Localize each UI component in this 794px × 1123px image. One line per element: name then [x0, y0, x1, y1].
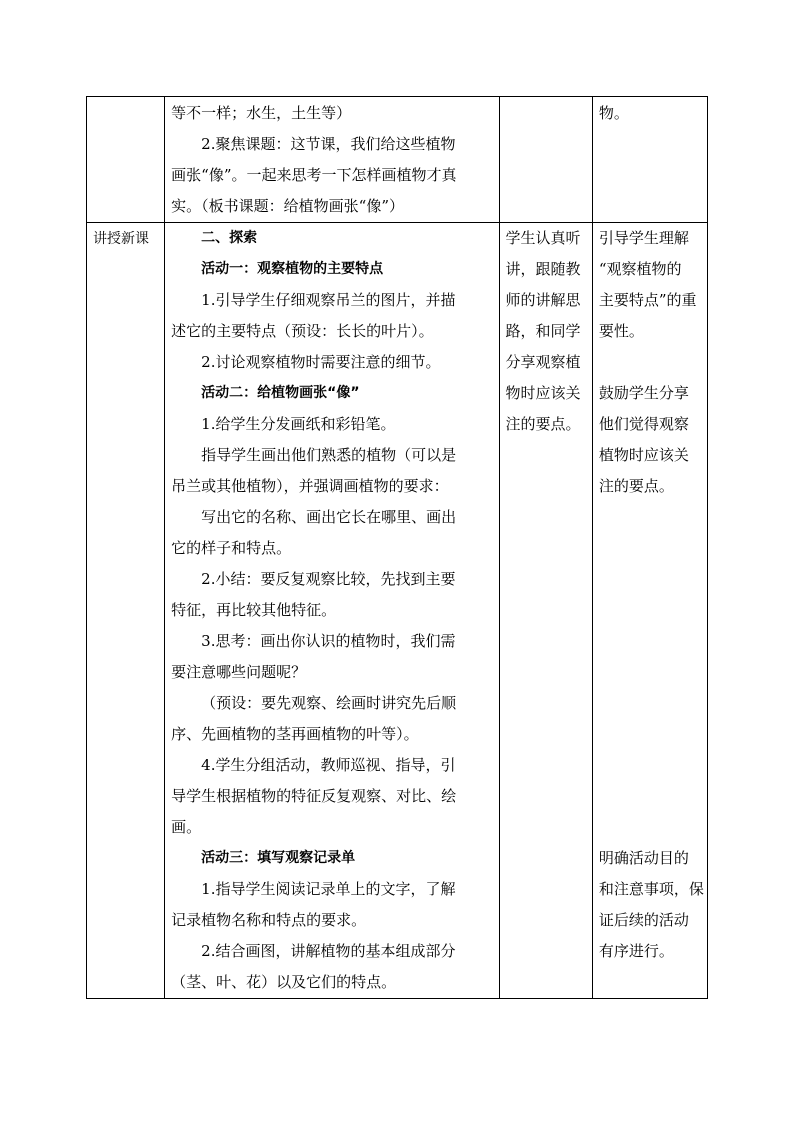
content-line: 写出它的名称、画出它长在哪里、画出 — [201, 508, 457, 526]
intent-line: 物。 — [598, 104, 629, 122]
intent-line: 植物时应该关 — [598, 446, 689, 464]
activity-title: 活动二：给植物画张“像” — [201, 385, 360, 401]
student-line: 讲，跟随教 — [505, 260, 581, 278]
content-line: 等不一样；水生，土生等） — [171, 104, 352, 122]
intent-line: 有序进行。 — [598, 942, 674, 960]
content-line: 述它的主要特点（预设：长长的叶片）。 — [171, 322, 434, 340]
content-line: （茎、叶、花）以及它们的特点。 — [171, 973, 397, 991]
content-cell — [165, 223, 499, 999]
intent-line: 证后续的活动 — [598, 911, 689, 929]
content-line: 记录植物名称和特点的要求。 — [171, 911, 367, 929]
activity-title: 活动一：观察植物的主要特点 — [201, 261, 384, 277]
content-line: 画。 — [171, 818, 202, 836]
student-line: 物时应该关 — [505, 384, 581, 402]
design-intent-cell — [592, 223, 707, 999]
stage-label: 讲授新课 — [93, 231, 149, 247]
student-line: 分享观察植 — [505, 353, 581, 371]
content-line: 要注意哪些问题呢？ — [171, 663, 307, 681]
content-line: 它的样子和特点。 — [171, 539, 292, 557]
student-line: 学生认真听 — [505, 229, 581, 247]
table-row — [87, 223, 708, 999]
student-line: 注的要点。 — [505, 415, 581, 433]
activity-title: 活动三：填写观察记录单 — [201, 850, 356, 866]
content-line: 特征，再比较其他特征。 — [171, 601, 337, 619]
table-row — [87, 97, 708, 223]
content-line: 导学生根据植物的特征反复观察、对比、绘 — [171, 787, 457, 805]
content-line: 2.小结：要反复观察比较，先找到主要 — [201, 570, 456, 588]
intent-line: 主要特点”的重 — [598, 291, 697, 309]
intent-line: 要性。 — [598, 322, 644, 340]
content-line: 4.学生分组活动，教师巡视、指导，引 — [201, 756, 456, 774]
content-cell — [165, 97, 499, 223]
spacer — [599, 502, 701, 843]
content-line: 吊兰或其他植物），并强调画植物的要求： — [171, 477, 449, 495]
student-activity-cell — [499, 223, 592, 999]
student-line: 路，和同学 — [505, 322, 581, 340]
section-title: 二、探索 — [201, 230, 258, 246]
content-line: 2.讨论观察植物时需要注意的细节。 — [201, 353, 441, 371]
intent-line: 他们觉得观察 — [598, 415, 689, 433]
content-line: 3.思考：画出你认识的植物时，我们需 — [201, 632, 456, 650]
content-line: 2.结合画图，讲解植物的基本组成部分 — [201, 942, 456, 960]
student-activity-cell — [499, 97, 592, 223]
stage-cell — [87, 97, 165, 223]
intent-line: 鼓励学生分享 — [598, 384, 689, 402]
content-line: 画张“像”。一起来思考一下怎样画植物才真 — [171, 166, 457, 184]
intent-line: 引导学生理解 — [598, 229, 689, 247]
content-line: 指导学生画出他们熟悉的植物（可以是 — [201, 446, 457, 464]
content-line: 1.指导学生阅读记录单上的文字，了解 — [201, 880, 456, 898]
design-intent-cell — [592, 97, 707, 223]
student-line: 师的讲解思 — [505, 291, 581, 309]
content-line: 1.给学生分发画纸和彩铅笔。 — [201, 415, 396, 433]
lesson-plan-table — [86, 96, 708, 999]
content-line: （预设：要先观察、绘画时讲究先后顺 — [201, 694, 457, 712]
content-line: 序、先画植物的茎再画植物的叶等）。 — [171, 725, 419, 743]
content-line: 2.聚焦课题：这节课，我们给这些植物 — [201, 135, 456, 153]
intent-line: 和注意事项，保 — [598, 880, 704, 898]
content-line: 实。（板书课题：给植物画张“像”） — [171, 197, 404, 215]
intent-line: “观察植物的 — [598, 260, 682, 278]
spacer — [599, 347, 701, 378]
intent-line: 明确活动目的 — [598, 849, 689, 867]
intent-line: 注的要点。 — [598, 477, 674, 495]
content-line: 1.引导学生仔细观察吊兰的图片，并描 — [201, 291, 456, 309]
stage-cell — [87, 223, 165, 999]
